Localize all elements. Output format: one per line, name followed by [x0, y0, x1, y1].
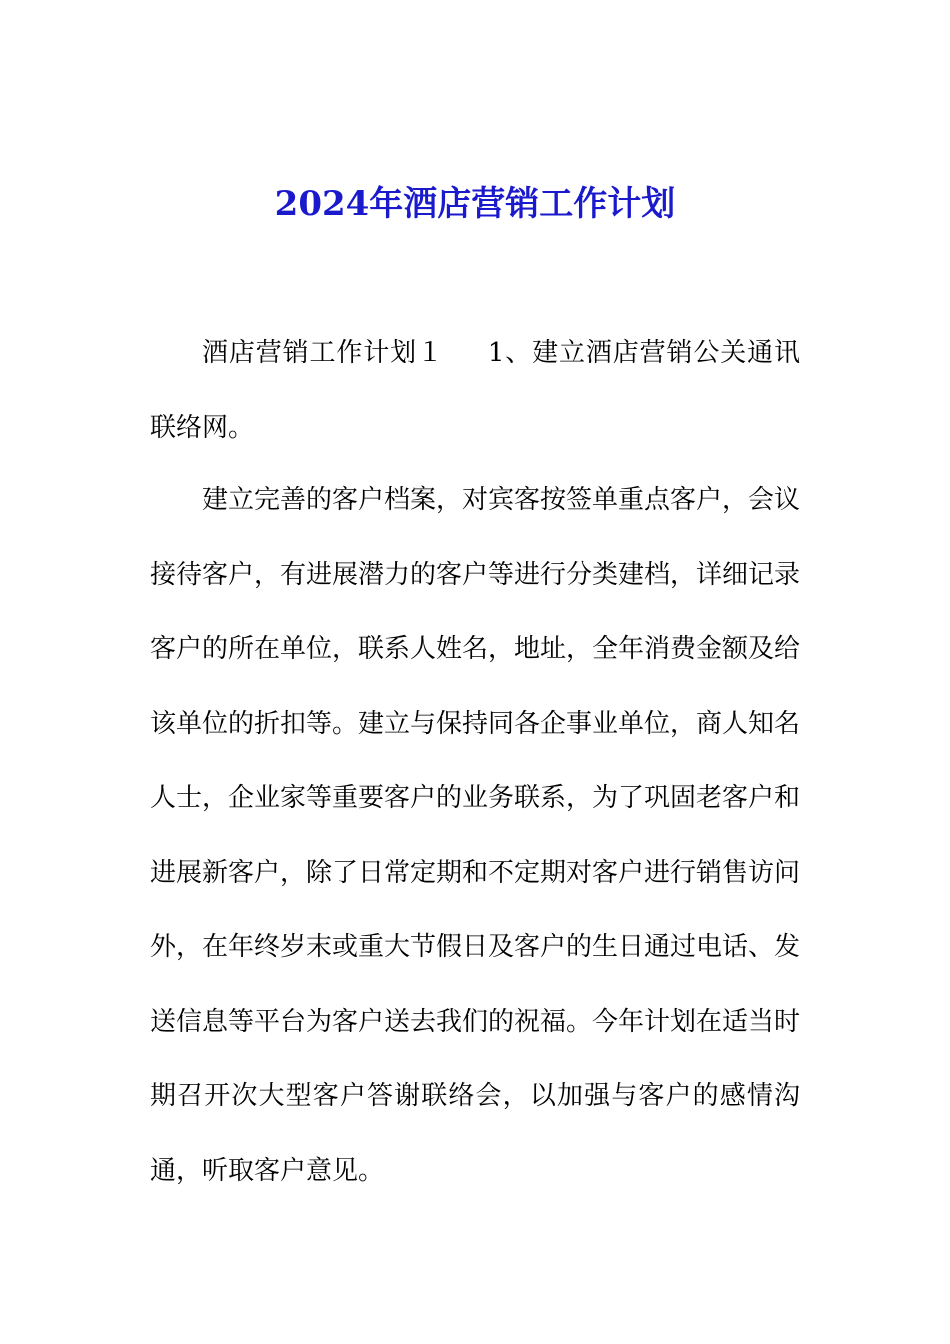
section-heading-label: 酒店营销工作计划１ — [202, 338, 444, 368]
document-title: 2024年酒店营销工作计划 — [274, 184, 676, 224]
paragraph-2: 建立完善的客户档案，对宾客按签单重点客户，会议接待客户，有进展潜力的客户等进行分类建档，详细记录客户的所在单位，联系人姓名，地址，全年消费金额及给该单位的折扣等。建立与保持同各企事业单位，商人知名人士，企业家等重要客户的业务联系，为了巩固老客户和进展新客户，除了日常定期和不定期对客户进行销售访问外，在年终岁末或重大节假日及客户的生日通过电话、发送信息等平台为客户送去我们的祝福。今年计划在适当时期召开次大型客户答谢联络会，以加强与客户的感情沟通，听取客户意见。 — [150, 485, 801, 1186]
paragraph-1 — [150, 316, 800, 465]
paragraph-1-text: 1、建立酒店营销公关通讯联络网。 — [150, 338, 800, 443]
